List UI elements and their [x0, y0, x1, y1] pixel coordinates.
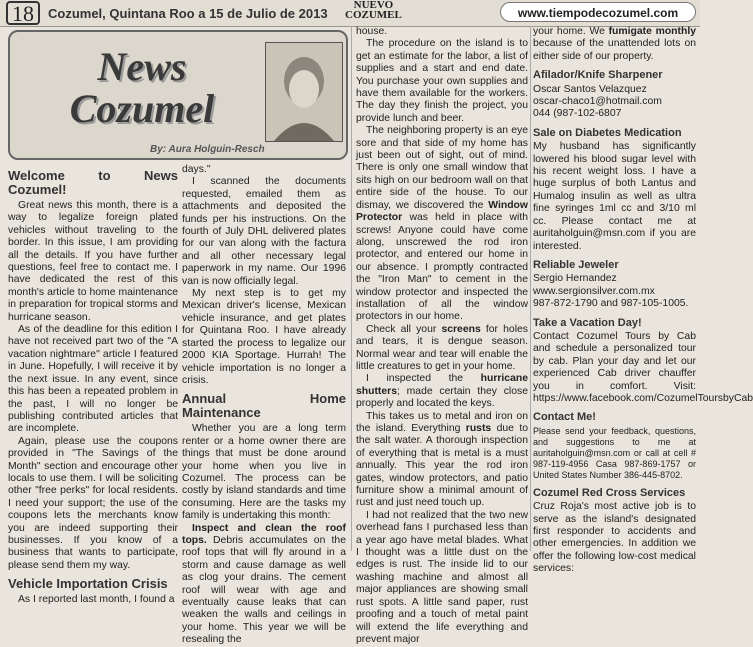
logo-line2: COZUMEL	[345, 9, 402, 21]
knife-sharpener-phone: 044 (987-102-6807	[533, 108, 622, 120]
page-number: 18	[6, 1, 40, 25]
heading-knife-sharpener: Afilador/Knife Sharpener	[533, 69, 663, 82]
paragraph: I had not realized that the two new overhead fans I purchased less than a year ago have metal blades. What I thought was a little dust on the edges is rust. The inside lid to our washing machine and almost all major appliances are showing small rust spots. A little sand paper, rust proofing and a touch of metal paint will extend the life everything and prevent major	[356, 509, 528, 645]
bold-text: Window Protector	[356, 199, 528, 224]
paragraph-text: ; made certain they close properly and located the keys.	[356, 385, 528, 410]
paragraph-text: due to the salt water. A thorough inspection of everything that is metal is a must annually. This year the rod iron gates, window protectors, and patio furniture show a minimal amount of rust and just need touch up.	[356, 423, 529, 509]
bold-text: rusts	[465, 423, 492, 434]
paragraph-text: was held in place with screws! Anyone could have come along, unscrewed the rod iron protector, and entered our home in our absence. I promptly contracted the "Iron Man" to cement in the window protector and inspected the installation of all the window protectors in our home.	[356, 212, 528, 323]
banner-title	[22, 46, 262, 130]
paragraph: Cruz Roja's most active job is to serve as the island's designated first responder to accidents and other emergencies. In addition we offer the following low-cost medical services:	[533, 501, 696, 575]
author-portrait-icon	[266, 43, 342, 141]
heading-jeweler: Reliable Jeweler	[533, 258, 619, 271]
column-divider	[530, 26, 531, 551]
paragraph-text: The neighboring property is an eye sore and that side of my home has just been out of sight, out of mind. There is only one small window that sits high on our bedroom wall on that entire side of the house. To our dismay, we discovered the	[356, 125, 528, 211]
paragraph-text: for holes and tears, it is dengue season. Normal wear and tear will enable the little creatures to get in your home.	[356, 323, 528, 372]
newspaper-logo	[345, 0, 402, 20]
bold-text: fumigate monthly	[608, 26, 696, 37]
banner-title-line2: Cozumel	[69, 86, 215, 131]
jeweler-name: Sergio Hernandez	[533, 273, 617, 285]
heading-home-maintenance: Annual Home Maintenance	[182, 391, 346, 421]
bold-text: screens	[441, 323, 481, 335]
bold-text: hurricane shutters	[356, 373, 528, 397]
paragraph: I scanned the documents requested, emailed them as attachments and deposited the funds per his instructions. On the fourth of July DHL delivered plates for our van along with the factura and all other necessary legal paperwork in my name. Our 1996 van is now officially legal.	[182, 176, 346, 287]
heading-contact: Contact Me!	[533, 411, 596, 424]
paragraph: Great news this month, there is a way to legalize foreign plated vehicles without traveling to the border. In this issue, I am providing all the details. If you have further questions, feel free to contact me. I have dedicated the rest of this month's article to home maintenance in preparation for tropical storms and hurricane season.	[8, 200, 178, 323]
paragraph	[356, 373, 528, 410]
byline: By: Aura Holguin-Resch	[150, 144, 265, 155]
paragraph: As I reported last month, I found a	[18, 594, 175, 606]
paragraph: As of the deadline for this edition I have not received part two of the "A vacation nightmare" article I featured in June. Hopefully, I will receive it by the next issue. In any event, since this has been a repeated problem in the past, I will no longer be publishing contributed articles that are incomplete.	[8, 324, 178, 435]
paragraph: days."	[182, 164, 211, 175]
paragraph-text: Check all your	[366, 323, 442, 335]
heading-vehicle-importation: Vehicle Importation Crisis	[8, 576, 168, 592]
paragraph: Please send your feedback, questions, and suggestions to me at auritaholguin@msn.com or call at cell # 987-119-4956 Casa 987-869-1757 or United States Number 386-445-8702.	[533, 425, 696, 480]
knife-sharpener-email: oscar-chaco1@hotmail.com	[533, 96, 662, 108]
paragraph: My next step is to get my Mexican driver's license, Mexican vehicle insurance, and get plates for Quintana Roo. I have already started the process to legalize our 2000 KIA Sportage. Hurrah! The vehicle importation is no longer a crisis.	[182, 288, 346, 386]
bold-text: Inspect and clean the roof tops.	[182, 522, 346, 546]
paragraph-text: because of the unattended lots on either side of our property.	[533, 38, 696, 62]
paragraph	[356, 411, 528, 510]
article-column-2	[182, 164, 346, 646]
heading-red-cross: Cozumel Red Cross Services	[533, 486, 686, 499]
jeweler-website: www.sergionsilver.com.mx	[533, 285, 655, 297]
paragraph: The procedure on the island is to get an estimate for the labor, a list of supplies and a start and end date. You purchase your own supplies and have them available for the workers. The day they finish the project, you provide lunch and beer.	[356, 38, 528, 124]
paragraph	[356, 125, 528, 324]
column-divider	[351, 26, 352, 551]
paragraph: Whether you are a long term renter or a home owner there are things that must be done around your home when you live in Cozumel. The process can be costly by island standards and time consuming. Here are the tasks my family is undertaking this month:	[182, 423, 346, 522]
logo-line1: NUEVO	[353, 0, 394, 11]
paragraph-text: Debris accumulates on the roof tops that will fly around in a storm and cause damage as well as clog your drains. The cement roof will wear with age and eventually cause leaks that can weaken the walls and ceilings in your home. This year we will be resealing the	[182, 534, 346, 646]
website-url: www.tiempodecozumel.com	[500, 2, 696, 22]
heading-welcome: Welcome to News Cozumel!	[8, 168, 178, 197]
paragraph-text: I inspected the	[366, 373, 481, 385]
masthead	[0, 0, 700, 27]
paragraph: My husband has significantly lowered his blood sugar level with his recent weight loss. I have a huge surplus of both Lantus and Humalog insulin as well as ultra fine syringes 1ml cc and 3/10 ml cc. Please contact me at auritaholguin@msn.com if you are interested.	[533, 141, 696, 252]
article-column-4	[533, 26, 753, 575]
paragraph	[182, 523, 346, 647]
column-banner	[8, 30, 348, 160]
article-column-1	[8, 164, 178, 606]
banner-title-line1: News	[97, 44, 187, 89]
jeweler-phone: 987-872-1790 and 987-105-1005.	[533, 298, 689, 310]
knife-sharpener-name: Oscar Santos Velazquez	[533, 83, 647, 95]
author-photo	[265, 42, 343, 142]
article-column-3	[356, 26, 529, 645]
paragraph: Contact Cozumel Tours by Cab and schedule a personalized tour by cab. Plan your day and let our experienced Cab driver chauffer you in comfort. Visit: https://www.facebook.com/CozumelToursbyCab	[533, 330, 753, 404]
paragraph	[533, 26, 696, 63]
heading-vacation: Take a Vacation Day!	[533, 316, 642, 329]
paragraph: Again, please use the coupons provided in "The Savings of the Month" section and encourage other locals to use them. I will be soliciting other "free perks" for local residents. I need your support; the use of the coupons lets the merchants know you are indeed supporting their businesses. If you know of a business that wants to participate, please send them my way.	[8, 435, 178, 571]
paragraph: house.	[356, 26, 388, 37]
paragraph-text: your home. We	[533, 26, 609, 37]
paragraph-text: This takes us to metal and iron on the island. Everything	[356, 410, 528, 434]
paragraph	[356, 324, 528, 374]
date-line: Cozumel, Quintana Roo a 15 de Julio de 2013	[48, 6, 328, 21]
heading-diabetes-sale: Sale on Diabetes Medication	[533, 126, 682, 139]
